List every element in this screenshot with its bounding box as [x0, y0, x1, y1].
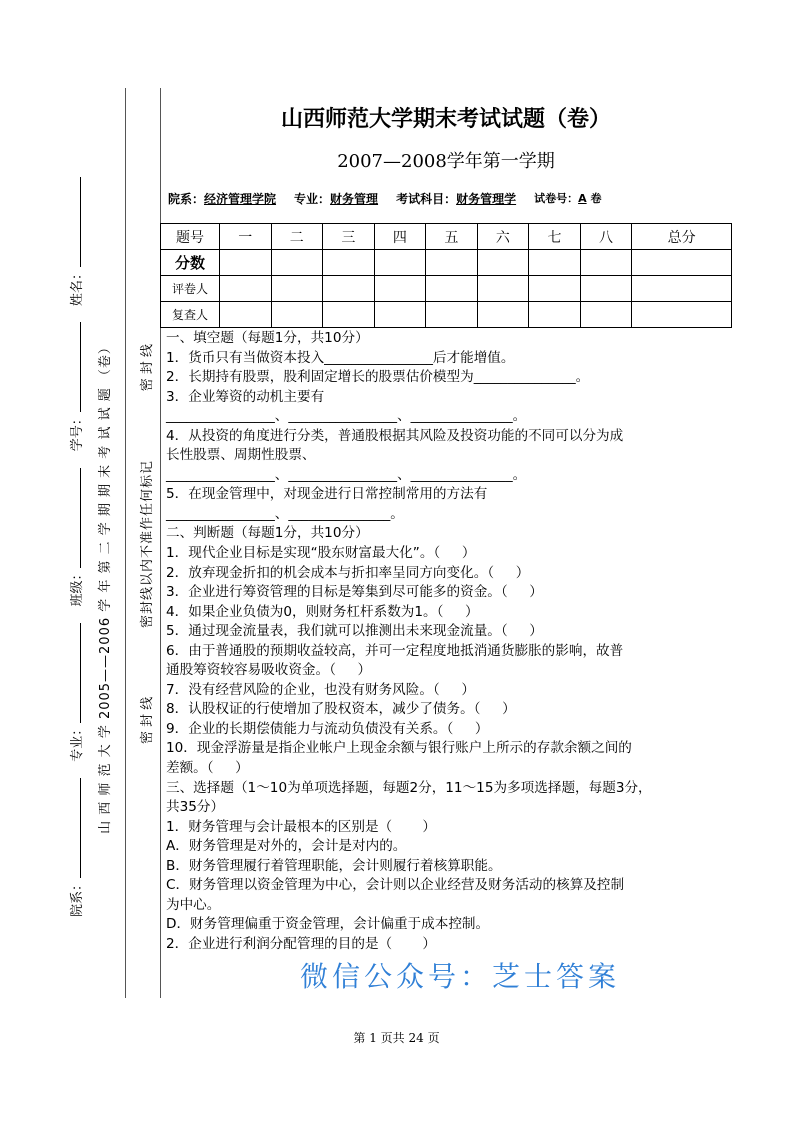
question-line: 通股筹资较容易吸收资金。（ ） [166, 662, 372, 679]
question-line: 三、选择题（1～10为单项选择题，每题2分，11～15为多项选择题，每题3分， [166, 779, 652, 796]
question-line: 二、判断题（每题1分，共10分） [166, 525, 369, 542]
page-footer: 第 1 页共 24 页 [353, 1031, 440, 1045]
question-line: A．财务管理是对外的，会计是对内的。 [166, 838, 407, 855]
question-line: 7．没有经营风险的企业，也没有财务风险。（ ） [166, 681, 475, 698]
question-line: ________________、_______________。 [166, 505, 404, 522]
question-line: C．财务管理以资金管理为中心，会计则以企业经营及财务活动的核算及控制 [166, 877, 625, 894]
table-row: 复查人 [161, 302, 732, 328]
exam-questions [166, 329, 734, 955]
seal-line-text: 密 封 线 密封线以内不准作任何标记 密 封 线 [139, 344, 155, 744]
question-line: ________________、________________、_______________。 [166, 466, 527, 483]
field-dept[interactable]: 院系： [66, 778, 85, 917]
question-line: 4．从投资的角度进行分类，普通股根据其风险及投资功能的不同可以分为成 [166, 427, 624, 444]
dept-info: 院系：经济管理学院 [168, 192, 277, 206]
question-line: 2．放弃现金折扣的机会成本与折扣率呈同方向变化。（ ） [166, 564, 530, 581]
question-line: 共35分） [166, 799, 225, 816]
vertical-exam-title: 山 西 师 范 大 学 2005——2006 学 年 第 二 学 期 期 末 考 试 试 题 （卷） [97, 340, 113, 834]
paper-info: 试卷号：A 卷 [534, 192, 602, 205]
subject-info: 考试科目：财务管理学 [396, 192, 517, 206]
field-class[interactable]: 班级： [66, 468, 85, 607]
question-line: 2．长期持有股票，股利固定增长的股票估价模型为_______________。 [166, 369, 590, 386]
question-line: 1．现代企业目标是实现“股东财富最大化”。（ ） [166, 545, 476, 562]
table-row: 评卷人 [161, 276, 732, 302]
field-name[interactable]: 姓名： [66, 177, 85, 306]
question-line: 1．财务管理与会计最根本的区别是（ ） [166, 818, 436, 835]
watermark: 微信公众号：芝士答案 [300, 960, 621, 993]
question-line: D．财务管理偏重于资金管理，会计偏重于成本控制。 [166, 916, 490, 933]
question-line: 5．通过现金流量表，我们就可以推测出未来现金流量。（ ） [166, 623, 543, 640]
major-info: 专业：财务管理 [294, 192, 379, 206]
question-line: 3．企业进行筹资管理的目标是筹集到尽可能多的资金。（ ） [166, 584, 543, 601]
semester-subtitle: 2007—2008学年第一学期 [337, 151, 555, 172]
student-info-fields [65, 177, 85, 917]
question-line: 10．现金浮游量是指企业帐户上现金余额与银行账户上所示的存款余额之间的 [166, 740, 632, 757]
page-title: 山西师范大学期末考试试题（卷） [280, 106, 611, 132]
table-row: 分数 [161, 250, 732, 276]
question-line: 4．如果企业负债为0，则财务杠杆系数为1。（ ） [166, 603, 479, 620]
question-line: 差额。（ ） [166, 760, 249, 777]
score-table [160, 223, 732, 328]
question-line: 6．由于普通股的预期收益较高，并可一定程度地抵消通货膨胀的影响，故普 [166, 642, 624, 659]
question-line: 长性股票、周期性股票、 [166, 447, 316, 464]
question-line: 1．货币只有当做资本投入________________后才能增值。 [166, 349, 515, 366]
field-major[interactable]: 专业： [66, 623, 85, 762]
question-line: ________________、________________、_______________。 [166, 408, 527, 425]
table-header-row: 题号 一 二 三 四 五 六 七 八 总分 [161, 224, 732, 250]
question-line: 3．企业筹资的动机主要有 [166, 388, 325, 405]
binding-line-outer [125, 88, 126, 998]
question-line: 5．在现金管理中，对现金进行日常控制常用的方法有 [166, 486, 488, 503]
exam-info-line [168, 190, 601, 207]
question-line: B．财务管理履行着管理职能，会计则履行着核算职能。 [166, 857, 502, 874]
field-student-id[interactable]: 学号： [66, 322, 85, 451]
question-line: 2．企业进行利润分配管理的目的是（ ） [166, 935, 436, 952]
question-line: 9．企业的长期偿债能力与流动负债没有关系。（ ） [166, 720, 489, 737]
question-line: 8．认股权证的行使增加了股权资本，减少了债务。（ ） [166, 701, 516, 718]
question-line: 为中心。 [166, 896, 221, 913]
question-line: 一、填空题（每题1分，共10分） [166, 330, 369, 346]
